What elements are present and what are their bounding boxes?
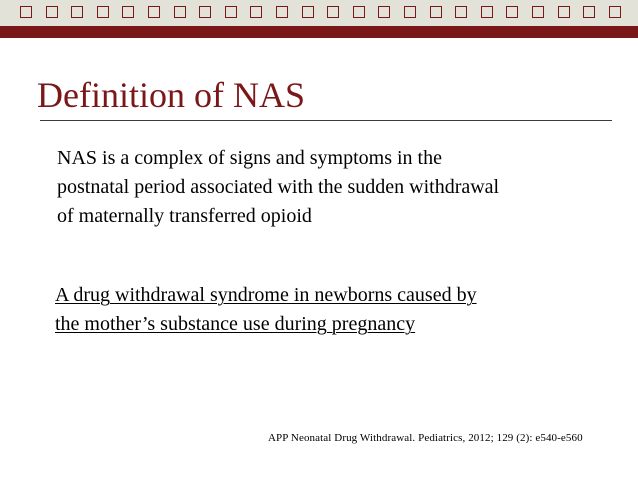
- decorative-square: [378, 6, 390, 18]
- header-band: [0, 0, 638, 38]
- decorative-square: [97, 6, 109, 18]
- decorative-square: [532, 6, 544, 18]
- definition-paragraph: [57, 144, 617, 231]
- underlined-definition: [55, 281, 615, 339]
- decorative-square: [20, 6, 32, 18]
- decorative-square: [276, 6, 288, 18]
- title-divider: [40, 120, 612, 121]
- decorative-square: [46, 6, 58, 18]
- definition-line: of maternally transferred opioid: [57, 205, 312, 227]
- definition-line: postnatal period associated with the sudden withdrawal: [57, 176, 500, 198]
- citation: APP Neonatal Drug Withdrawal. Pediatrics, 2012; 129 (2): e540-e560: [268, 432, 583, 444]
- decorative-square: [302, 6, 314, 18]
- decorative-square: [481, 6, 493, 18]
- underlined-line: the mother’s substance use during pregnancy: [55, 313, 416, 335]
- decorative-square: [404, 6, 416, 18]
- underlined-line: A drug withdrawal syndrome in newborns caused by: [55, 284, 477, 306]
- decorative-square: [353, 6, 365, 18]
- decorative-square: [148, 6, 160, 18]
- decorative-square: [506, 6, 518, 18]
- definition-line: NAS is a complex of signs and symptoms in the: [57, 147, 442, 169]
- header-accent-stripe: [0, 26, 638, 38]
- slide-title: Definition of NAS: [37, 75, 305, 115]
- decorative-square: [609, 6, 621, 18]
- decorative-square: [430, 6, 442, 18]
- decorative-square: [250, 6, 262, 18]
- decorative-square: [122, 6, 134, 18]
- decorative-square: [583, 6, 595, 18]
- decorative-square: [558, 6, 570, 18]
- decorative-square: [327, 6, 339, 18]
- decorative-squares: [20, 6, 630, 20]
- decorative-square: [225, 6, 237, 18]
- decorative-square: [455, 6, 467, 18]
- decorative-square: [71, 6, 83, 18]
- decorative-square: [199, 6, 211, 18]
- decorative-square: [174, 6, 186, 18]
